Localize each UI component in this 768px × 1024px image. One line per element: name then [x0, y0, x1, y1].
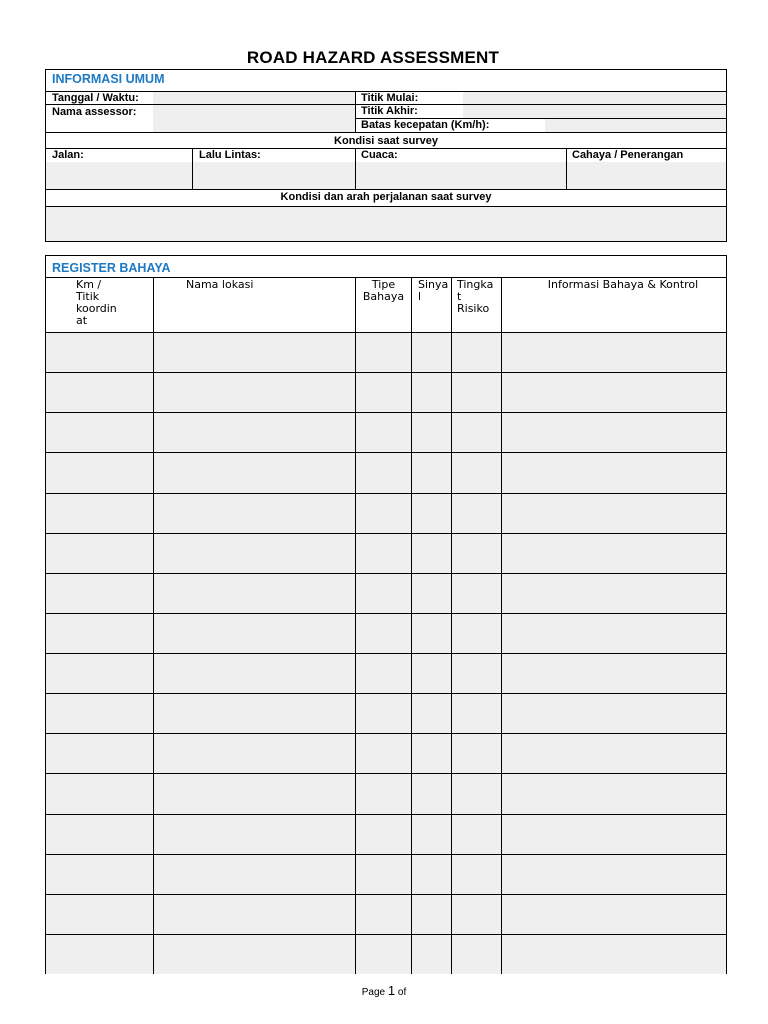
table-cell[interactable] — [452, 694, 501, 733]
table-cell[interactable] — [46, 654, 153, 693]
table-cell[interactable] — [412, 614, 451, 653]
jalan-field[interactable] — [46, 162, 192, 189]
table-cell[interactable] — [412, 694, 451, 733]
table-cell[interactable] — [502, 614, 726, 653]
table-cell[interactable] — [46, 734, 153, 773]
table-cell[interactable] — [356, 413, 411, 452]
titik-akhir-label: Titik Akhir: — [361, 105, 418, 117]
table-cell[interactable] — [502, 373, 726, 412]
table-cell[interactable] — [154, 534, 355, 573]
table-cell[interactable] — [452, 494, 501, 533]
table-cell[interactable] — [46, 935, 153, 974]
jalan-label: Jalan: — [52, 149, 84, 161]
table-cell[interactable] — [412, 774, 451, 814]
table-cell[interactable] — [154, 413, 355, 452]
table-cell[interactable] — [412, 734, 451, 773]
divider — [501, 277, 502, 974]
page-number: 1 — [387, 983, 396, 998]
table-cell[interactable] — [154, 494, 355, 533]
table-cell[interactable] — [412, 654, 451, 693]
table-cell[interactable] — [502, 574, 726, 613]
table-cell[interactable] — [356, 895, 411, 934]
table-cell[interactable] — [502, 654, 726, 693]
column-header-nama-lokasi: Nama lokasi — [186, 278, 254, 291]
table-cell[interactable] — [46, 494, 153, 533]
table-cell[interactable] — [452, 895, 501, 934]
titik-mulai-label: Titik Mulai: — [361, 92, 419, 104]
column-header-km: Km / Titik koordin at — [76, 278, 117, 327]
table-cell[interactable] — [154, 453, 355, 493]
table-cell[interactable] — [356, 494, 411, 533]
divider — [153, 277, 154, 974]
table-cell[interactable] — [502, 534, 726, 573]
table-cell[interactable] — [356, 654, 411, 693]
table-cell[interactable] — [452, 453, 501, 493]
batas-kecepatan-field[interactable] — [545, 119, 726, 132]
table-cell[interactable] — [502, 774, 726, 814]
lalu-lintas-label: Lalu Lintas: — [199, 149, 261, 161]
table-cell[interactable] — [46, 574, 153, 613]
table-cell[interactable] — [154, 614, 355, 653]
table-cell[interactable] — [412, 413, 451, 452]
document-title: ROAD HAZARD ASSESSMENT — [246, 48, 500, 67]
table-cell[interactable] — [46, 815, 153, 854]
table-cell[interactable] — [46, 694, 153, 733]
table-cell[interactable] — [46, 774, 153, 814]
cuaca-field[interactable] — [356, 162, 566, 189]
table-cell[interactable] — [356, 614, 411, 653]
table-cell[interactable] — [452, 935, 501, 974]
nama-assessor-field[interactable] — [153, 105, 355, 132]
table-cell[interactable] — [154, 373, 355, 412]
table-cell[interactable] — [46, 614, 153, 653]
table-cell[interactable] — [502, 694, 726, 733]
page-label: Page — [361, 987, 386, 998]
table-cell[interactable] — [412, 333, 451, 372]
table-cell[interactable] — [356, 815, 411, 854]
table-cell[interactable] — [154, 815, 355, 854]
kondisi-arah-field[interactable] — [46, 207, 726, 241]
table-cell[interactable] — [502, 494, 726, 533]
table-cell[interactable] — [412, 494, 451, 533]
titik-akhir-field[interactable] — [463, 105, 726, 118]
table-cell[interactable] — [412, 855, 451, 894]
of-label: of — [397, 987, 407, 998]
table-cell[interactable] — [154, 895, 355, 934]
table-cell[interactable] — [46, 413, 153, 452]
divider — [45, 189, 727, 190]
column-header-sinyal: Sinya l — [418, 278, 449, 303]
informasi-umum-heading: INFORMASI UMUM — [52, 72, 165, 86]
table-cell[interactable] — [502, 855, 726, 894]
column-header-tipe-bahaya: Tipe Bahaya — [362, 278, 405, 303]
table-cell[interactable] — [452, 654, 501, 693]
cuaca-label: Cuaca: — [361, 149, 398, 161]
table-cell[interactable] — [154, 855, 355, 894]
table-cell[interactable] — [154, 333, 355, 372]
table-cell[interactable] — [154, 774, 355, 814]
cahaya-penerangan-field[interactable] — [567, 162, 726, 189]
table-cell[interactable] — [412, 935, 451, 974]
divider — [411, 277, 412, 974]
table-cell[interactable] — [452, 734, 501, 773]
divider — [355, 91, 356, 132]
lalu-lintas-field[interactable] — [193, 162, 355, 189]
register-bahaya-heading: REGISTER BAHAYA — [52, 261, 171, 275]
nama-assessor-label: Nama assessor: — [52, 106, 137, 118]
table-cell[interactable] — [502, 935, 726, 974]
table-cell[interactable] — [502, 413, 726, 452]
table-cell[interactable] — [356, 333, 411, 372]
table-cell[interactable] — [412, 815, 451, 854]
table-cell[interactable] — [356, 534, 411, 573]
table-cell[interactable] — [46, 895, 153, 934]
column-header-tingkat-risiko: Tingka t Risiko — [457, 278, 494, 315]
table-cell[interactable] — [502, 453, 726, 493]
page-footer — [0, 983, 768, 998]
table-cell[interactable] — [46, 333, 153, 372]
table-cell[interactable] — [412, 534, 451, 573]
table-cell[interactable] — [356, 855, 411, 894]
table-cell[interactable] — [452, 574, 501, 613]
table-cell[interactable] — [502, 734, 726, 773]
table-cell[interactable] — [154, 654, 355, 693]
table-cell[interactable] — [154, 574, 355, 613]
table-cell[interactable] — [452, 855, 501, 894]
table-cell[interactable] — [502, 333, 726, 372]
table-cell[interactable] — [356, 694, 411, 733]
table-cell[interactable] — [452, 614, 501, 653]
table-cell[interactable] — [452, 413, 501, 452]
table-cell[interactable] — [452, 534, 501, 573]
table-cell[interactable] — [452, 373, 501, 412]
table-cell[interactable] — [46, 453, 153, 493]
kondisi-arah-heading: Kondisi dan arah perjalanan saat survey — [280, 191, 492, 203]
table-cell[interactable] — [356, 774, 411, 814]
table-cell[interactable] — [412, 574, 451, 613]
tanggal-waktu-label: Tanggal / Waktu: — [52, 92, 139, 104]
cahaya-penerangan-label: Cahaya / Penerangan — [572, 149, 684, 161]
table-cell[interactable] — [46, 534, 153, 573]
titik-mulai-field[interactable] — [463, 92, 726, 104]
table-cell[interactable] — [412, 895, 451, 934]
divider — [45, 132, 727, 133]
table-cell[interactable] — [356, 574, 411, 613]
table-cell[interactable] — [356, 373, 411, 412]
table-cell[interactable] — [154, 734, 355, 773]
column-header-informasi: Informasi Bahaya & Kontrol — [547, 278, 699, 291]
table-cell[interactable] — [452, 333, 501, 372]
table-cell[interactable] — [154, 935, 355, 974]
kondisi-saat-survey-heading: Kondisi saat survey — [334, 135, 438, 147]
table-cell[interactable] — [412, 373, 451, 412]
table-cell[interactable] — [356, 453, 411, 493]
divider — [451, 277, 452, 974]
table-cell[interactable] — [46, 373, 153, 412]
table-cell[interactable] — [452, 774, 501, 814]
table-cell[interactable] — [452, 815, 501, 854]
table-cell[interactable] — [502, 895, 726, 934]
table-cell[interactable] — [154, 694, 355, 733]
tanggal-waktu-field[interactable] — [153, 92, 355, 104]
table-cell[interactable] — [502, 815, 726, 854]
divider — [355, 277, 356, 974]
batas-kecepatan-label: Batas kecepatan (Km/h): — [361, 119, 490, 131]
table-cell[interactable] — [46, 855, 153, 894]
table-cell[interactable] — [356, 935, 411, 974]
table-cell[interactable] — [412, 453, 451, 493]
table-cell[interactable] — [356, 734, 411, 773]
